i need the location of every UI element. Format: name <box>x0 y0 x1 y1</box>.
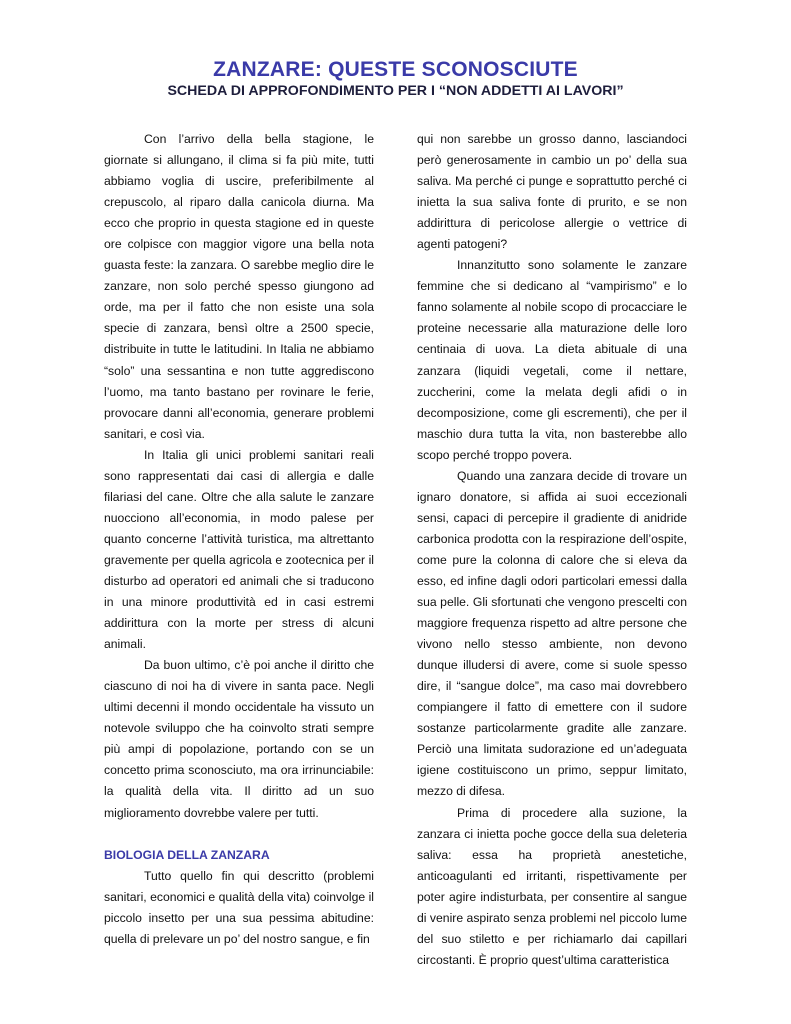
paragraph: qui non sarebbe un grosso danno, lasciandoci però generosamente in cambio un po’ della sua saliva. Ma perché ci punge e soprattutto perché ci inietta la sua saliva fonte di prurito, e se non addirittura di pericolose allergie o vettrice di agenti patogeni? <box>417 132 687 252</box>
paragraph: Quando una zanzara decide di trovare un ignaro donatore, si affida ai suoi eccezionali sensi, capaci di percepire il gradiente di anidride carbonica prodotta con la respirazione dell’ospite, come pure la colonna di calore che si eleva da esso, ed infine dagli odori particolari emessi dalla sua pelle. Gli sfortunati che vengono prescelti con maggiore frequenza rispetto ad altre persone che vivono nello stesso ambiente, non devono dunque illudersi di avere, come si suole spesso dire, il “sangue dolce”, ma caso mai dovrebbero compiangere il fatto di emettere con il sudore sostanze particolarmente gradite alle zanzare. Perciò una limitata sudorazione ed un’adeguata igiene costituiscono un primo, seppur limitato, mezzo di difesa. <box>417 468 687 799</box>
section-heading: BIOLOGIA DELLA ZANZARA <box>104 847 270 862</box>
right-column <box>417 129 687 971</box>
left-column <box>104 129 374 950</box>
page-title: ZANZARE: QUESTE SCONOSCIUTE <box>213 58 578 81</box>
paragraph: Innanzitutto sono solamente le zanzare femmine che si dedicano al “vampirismo” e lo fanno solamente al nobile scopo di procacciare le proteine necessarie alla maturazione delle loro centinaia di uova. La dieta abituale di una zanzara (liquidi vegetali, come il nettare, zuccherini, come la melata degli afidi o in decomposizione, come gli escrementi), che per il maschio dura tutta la vita, non basterebbe allo scopo perché troppo povera. <box>417 258 687 462</box>
page-subtitle: SCHEDA DI APPROFONDIMENTO PER I “NON ADDETTI AI LAVORI” <box>167 83 624 99</box>
paragraph: In Italia gli unici problemi sanitari reali sono rappresentati dai casi di allergia e dalle filariasi del cane. Oltre che alla salute le zanzare nuocciono all’economia, in modo palese per quanto concerne l’attività turistica, ma altrettanto gravemente per quella agricola e zootecnica per il disturbo ad operatori ed animali che si traducono in una minore produttività ed in casi estremi addirittura con la morte per stress di alcuni animali. <box>104 447 374 652</box>
paragraph: Con l’arrivo della bella stagione, le giornate si allungano, il clima si fa più mite, tutti abbiamo voglia di uscire, preferibilmente al crepuscolo, al riparo dalla canicola diurna. Ma ecco che proprio in questa stagione ed in queste ore colpisce con maggior vigore una bella nota guasta feste: la zanzara. O sarebbe meglio dire le zanzare, non solo perché spesso giungono ad orde, ma per il fatto che non esiste una sola specie di zanzara, bensì oltre a 2500 specie, distribuite in tutte le latitudini. In Italia ne abbiamo “solo” una sessantina e non tutte aggrediscono l’uomo, ma tanto bastano per rovinare le ferie, provocare danni all’economia, generare problemi sanitari, e così via. <box>104 132 374 441</box>
paragraph: Da buon ultimo, c’è poi anche il diritto che ciascuno di noi ha di vivere in santa pace. Negli ultimi decenni il mondo occidentale ha vissuto un notevole sviluppo che ha coinvolto strati sempre più ampi di popolazione, portando con se un concetto prima sconosciuto, ma ora irrinunciabile: la qualità della vita. Il diritto ad un suo miglioramento dovrebbe valere per tutti. <box>104 658 374 820</box>
paragraph: Prima di procedere alla suzione, la zanzara ci inietta poche gocce della sua deleteria saliva: essa ha proprietà anestetiche, anticoagulanti ed irritanti, rispettivamente per poter agire indisturbata, per consentire al sangue di venire aspirato senza problemi nel piccolo lume del suo stiletto e per richiamarlo dai capillari circostanti. È proprio quest’ultima caratteristica <box>417 805 687 967</box>
paragraph: Tutto quello fin qui descritto (problemi sanitari, economici e qualità della vita) coinvolge il piccolo insetto per una sua pessima abitudine: quella di prelevare un po’ del nostro sangue, e fin <box>104 868 374 946</box>
